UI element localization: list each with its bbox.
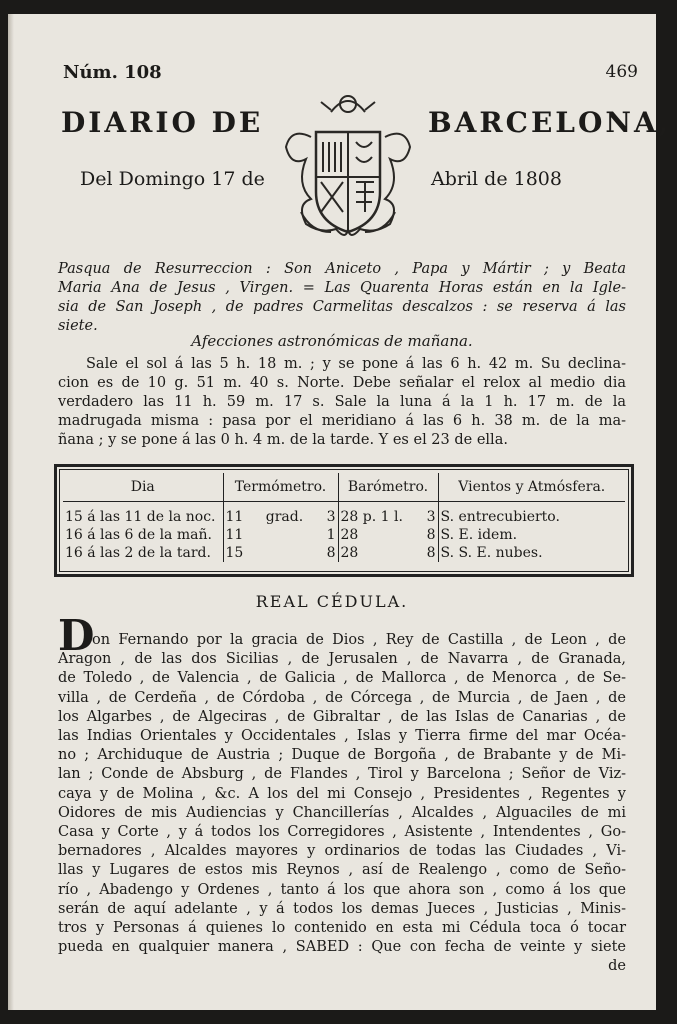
- header-vientos: Vientos y Atmósfera.: [438, 473, 625, 502]
- cell-vientos: S. entrecubierto.: [440, 509, 560, 525]
- date-left: Del Domingo 17 de: [80, 168, 265, 190]
- header-dia: Dia: [63, 473, 223, 502]
- cell-termometro: 11 1: [223, 526, 338, 544]
- astro-line: ñana ; y se pone á las 0 h. 4 m. de la tarde. Y es el 23 de ella.: [58, 432, 508, 448]
- table-row: [63, 544, 625, 562]
- cedula-line: serán de aquí adelante , y á todos los demas Jueces , Justicias , Minis-: [58, 900, 626, 917]
- cedula-line: los Algarbes , de Algeciras , de Gibraltar , de las Islas de Canarias , de: [58, 708, 626, 725]
- astro-line: Sale el sol á las 5 h. 18 m. ; y se pone á las 6 h. 42 m. Su declina-: [86, 356, 626, 372]
- masthead-title-left: DIARIO DE: [61, 106, 264, 139]
- cedula-line: Casa y Corte , y á todos los Corregidores , Asistente , Intendentes , Go-: [58, 824, 626, 841]
- cedula-line: las Indias Orientales y Occidentales , Islas y Tierra firme del mar Océa-: [58, 728, 626, 745]
- issue-number: Núm. 108: [63, 62, 162, 83]
- cedula-line: no ; Archiduque de Austria ; Duque de Borgoña , de Brabante y de Mi-: [58, 747, 626, 764]
- newspaper-page: [8, 14, 672, 1010]
- cedula-line: Oidores de mis Audiencias y Chancillerías , Alcaldes , Alguaciles de mi: [58, 804, 626, 821]
- cell-termometro: 11 grad. 3: [223, 502, 338, 527]
- astro-heading: Afecciones astronómicas de mañana.: [191, 332, 473, 350]
- cell-barometro: 28 p. 1 l. 3: [338, 502, 438, 527]
- cedula-line: caya y de Molina , &c. A los del mi Consejo , Presidentes , Regentes y: [58, 785, 626, 802]
- table-row: [63, 526, 625, 544]
- header-barometro: Barómetro.: [338, 473, 438, 502]
- cedula-catchword: de: [608, 958, 626, 975]
- cedula-line: bernadores , Alcaldes mayores y ordinarios de todas las Ciudades , Vi-: [58, 843, 626, 860]
- page-number: 469: [605, 62, 638, 82]
- real-cedula-heading: REAL CÉDULA.: [255, 592, 409, 611]
- saints-line: Maria Ana de Jesus , Virgen. = Las Quarenta Horas están en la Igle-: [58, 280, 626, 296]
- coat-of-arms-icon: [271, 82, 425, 247]
- weather-table: [54, 464, 634, 577]
- cedula-body: [58, 631, 626, 977]
- cedula-line: llas y Lugares de estos mis Reynos , así de Realengo , como de Seño-: [58, 862, 626, 879]
- saints-line: sia de San Joseph , de padres Carmelitas descalzos : se reserva á las: [58, 299, 626, 315]
- cedula-line: tros y Personas á quienes lo contenido en esta mi Cédula toca ó tocar: [58, 920, 626, 937]
- saints-line: siete.: [58, 318, 98, 334]
- astro-line: madrugada misma : pasa por el meridiano á las 6 h. 38 m. de la ma-: [58, 413, 626, 429]
- cedula-line: lan ; Conde de Absburg , de Flandes , Tirol y Barcelona ; Señor de Viz-: [58, 766, 626, 783]
- astro-paragraph: [58, 355, 626, 450]
- date-right: Abril de 1808: [431, 168, 562, 190]
- cell-barometro: 28 8: [338, 526, 438, 544]
- cell-barometro: 28 8: [338, 544, 438, 562]
- drop-cap: D: [58, 611, 95, 660]
- masthead-title-right: BARCELONA,: [428, 106, 672, 139]
- cedula-line: on Fernando por la gracia de Dios , Rey de Castilla , de Leon , de: [92, 632, 626, 648]
- cell-vientos: S. S. E. nubes.: [440, 545, 543, 561]
- cedula-line: río , Abadengo y Ordenes , tanto á los que ahora son , como á los que: [58, 881, 626, 898]
- astro-line: verdadero las 11 h. 59 m. 17 s. Sale la luna á la 1 h. 17 m. de la: [58, 394, 626, 410]
- cedula-line: villa , de Cerdeña , de Córdoba , de Córcega , de Murcia , de Jaen , de: [58, 689, 626, 706]
- cell-dia: 16 á las 2 de la tard.: [63, 544, 223, 562]
- cell-termometro: 15 8: [223, 544, 338, 562]
- cedula-line: de Toledo , de Valencia , de Galicia , de Mallorca , de Menorca , de Se-: [58, 670, 626, 687]
- cell-vientos: S. E. idem.: [440, 527, 518, 543]
- header-termometro: Termómetro.: [223, 473, 338, 502]
- table-row: [63, 502, 625, 527]
- cell-dia: 16 á las 6 de la mañ.: [63, 526, 223, 544]
- astro-line: cion es de 10 g. 51 m. 40 s. Norte. Debe señalar el relox al medio dia: [58, 375, 626, 391]
- cedula-line: Aragon , de las dos Sicilias , de Jerusalen , de Navarra , de Granada,: [58, 651, 626, 668]
- saints-paragraph: [58, 260, 626, 336]
- cell-dia: 15 á las 11 de la noc.: [63, 502, 223, 527]
- saints-line: Pasqua de Resurreccion : Son Aniceto , Papa y Mártir ; y Beata: [58, 261, 626, 277]
- cedula-line: pueda en qualquier manera , SABED : Que con fecha de veinte y siete: [58, 939, 626, 956]
